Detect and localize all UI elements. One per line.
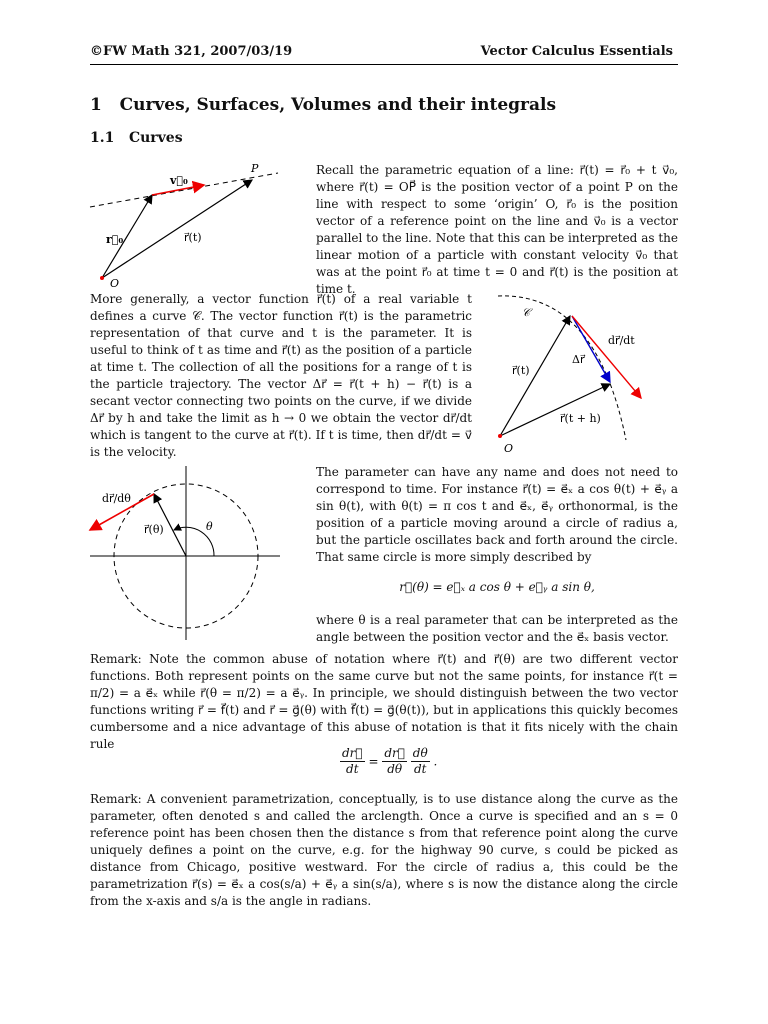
figure-circle [88,464,288,644]
figure-line [88,155,298,290]
equation-circle: r⃗(θ) = e⃗ₓ a cos θ + e⃗ᵧ a sin θ, [399,580,595,594]
chain-lhs-den: dt [346,762,359,776]
chain-r2-den: dt [413,762,427,776]
label-O: O [110,277,120,290]
paragraph-curve: More generally, a vector function r⃗(t) of a real variable t defines a curve 𝒞. The vector function r⃗(t) is the parametric representation of that curve and t is the parameter. It is useful to think of t as time and r⃗(t) as the position of a particle at time t. The collection of all the positions for a range of t is the particle trajectory. The vector Δr⃗ = r⃗(t + h) − r⃗(t) is a secant vector connecting two points on the curve, if we divide Δr⃗ by h and take the limit as h → 0 we obtain the vector dr⃗/dt which is tangent to the curve at r⃗(t). If t is time, then dr⃗/dt = v⃗ is the velocity. [90,292,472,459]
paragraph-line: Recall the parametric equation of a line: r⃗(t) = r⃗₀ + t v⃗₀, where r⃗(t) = OP⃗ is the position vector of a point P on the line with respect to some ‘origin’ O, r⃗₀ is the position vector of a reference point on the line and v⃗₀ is a vector parallel to the line. Note that this can be interpreted as the linear motion of a particle with constant velocity v⃗₀ that was at the point r⃗₀ at time t = 0 and r⃗(t) is the position at time t. [316,163,678,296]
label-drdtheta: dr⃗/dθ [102,492,131,505]
section-title: 1 Curves, Surfaces, Volumes and their integrals [90,95,557,115]
origin-dot [498,434,502,438]
chain-end: . [433,754,438,769]
label-r0: r⃗₀ [106,233,124,246]
label-rt: r⃗(t) [512,364,530,377]
rt-vector [102,180,252,278]
dr-vector [572,316,610,382]
label-dr: Δr⃗ [572,353,585,366]
paragraph-parameter: The parameter can have any name and does not need to correspond to time. For instance r⃗(t) = e⃗ₓ a cos θ(t) + e⃗ᵧ a sin θ(t), with θ(t) = π cos t and e⃗ₓ, e⃗ᵧ orthonormal, is the position of a particle moving around a circle of radius a, but the particle oscillates back and forth around the circle. That same circle is more simply described by [316,465,678,564]
label-v0: v⃗₀ [170,174,188,187]
subsection-title: 1.1 Curves [90,130,183,146]
figure-curve [486,290,671,460]
rth-vector [500,384,610,436]
label-theta: θ [206,520,213,533]
label-C: 𝒞 [522,306,531,319]
header-right: Vector Calculus Essentials [480,44,673,59]
label-rt: r⃗(t) [184,231,202,244]
header-rule [90,64,678,65]
label-rtheta: r⃗(θ) [144,523,164,536]
label-drdt: dr⃗/dt [608,334,635,347]
label-O: O [504,442,514,455]
paragraph-theta: where θ is a real parameter that can be interpreted as the angle between the position vector and the e⃗ₓ basis vector. [316,613,678,644]
remark-abuse: Remark: Note the common abuse of notation where r⃗(t) and r⃗(θ) are two different vector functions. Both represent points on the same curve but not the same points, for instance r⃗(t = π/2) = a e⃗ₓ while r⃗(θ = π/2) = a e⃗ᵧ. In principle, we should distinguish between the two vector functions writing r⃗ = f⃗(t) and r⃗ = g⃗(θ) with f⃗(t) = g⃗(θ(t)), but in applications this quickly becomes cumbersome and a nice advantage of this abuse of notation is that it fits nicely with the chain rule [90,652,678,751]
origin-dot [100,276,104,280]
header-left: ©FW Math 321, 2007/03/19 [90,44,293,59]
label-rth: r⃗(t + h) [560,412,601,425]
chain-r1-den: dθ [387,762,403,776]
chain-r2-num: dθ [412,746,428,760]
chain-lhs-num: dr⃗ [342,746,363,760]
equation-chain-rule [340,746,437,777]
remark-arclength: Remark: A convenient parametrization, conceptually, is to use distance along the curve as the parameter, often denoted s and called the arclength. Once a curve is specified and an s = 0 reference point has been chosen then the distance s from that reference point along the curve uniquely defines a point on the curve, e.g. for the highway 90 curve, s could be picked as distance from Chicago, positive westward. For the circle of radius a, this could be the parametrization r⃗(s) = e⃗ₓ a cos(s/a) + e⃗ᵧ a sin(s/a), where s is now the distance along the circle from the x-axis and s/a is the angle in radians. [90,792,678,908]
label-P: P [251,162,259,175]
chain-r1-num: dr⃗ [384,746,405,760]
chain-eq: = [368,754,379,769]
